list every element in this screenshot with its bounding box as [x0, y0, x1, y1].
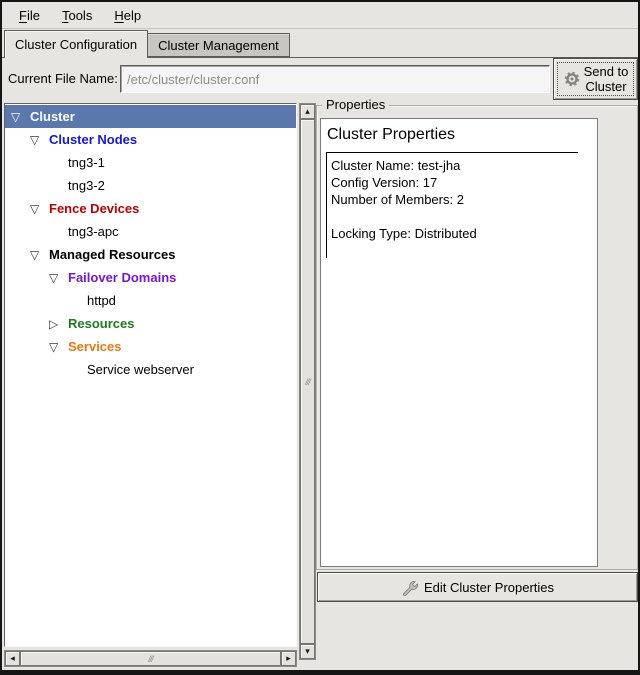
tree-item-services[interactable] [5, 335, 296, 358]
property-cluster-name: Cluster Name: test-jha [331, 158, 461, 173]
tree-item-httpd[interactable] [5, 289, 296, 312]
horizontal-scroll-thumb[interactable] [20, 651, 281, 666]
tree-item-fence-devices[interactable] [5, 197, 296, 220]
tree-item-managed-resources[interactable] [5, 243, 296, 266]
current-file-name-label: Current File Name: [8, 71, 118, 86]
gear-icon [563, 70, 581, 88]
tree-item-resources[interactable] [5, 312, 296, 335]
wrench-icon [401, 579, 418, 596]
tree-item-failover-domains[interactable] [5, 266, 296, 289]
menubar [2, 2, 638, 29]
tree-item-label: Services [68, 339, 122, 354]
menu-file-label: ile [26, 7, 40, 23]
tree-horizontal-scrollbar[interactable] [4, 650, 297, 667]
expander-open-icon[interactable]: ▽ [49, 270, 59, 285]
properties-title: Cluster Properties [327, 126, 456, 143]
tree-item-tng3-2[interactable] [5, 174, 296, 197]
menu-tools-mnemonic: T [61, 7, 69, 23]
properties-view [320, 118, 598, 567]
tree-item-label: Managed Resources [49, 247, 176, 262]
scroll-down-icon[interactable]: ▾ [300, 644, 315, 659]
thumb-grip: /// [305, 376, 310, 387]
property-locking-type: Locking Type: Distributed [331, 226, 477, 241]
tree-item-label: Fence Devices [49, 201, 140, 216]
scroll-right-icon[interactable]: ▸ [281, 651, 296, 666]
menu-help[interactable] [103, 4, 152, 27]
menu-help-label: elp [123, 7, 142, 23]
tree-item-label: httpd [87, 293, 116, 308]
expander-open-icon[interactable]: ▽ [11, 109, 21, 124]
properties-frame-label: Properties [322, 97, 389, 112]
cluster-tree-pane [4, 103, 316, 665]
property-blank-line [331, 208, 578, 225]
edit-cluster-properties-button[interactable] [317, 572, 638, 602]
current-file-name-input[interactable] [120, 65, 550, 93]
tree [4, 103, 297, 647]
expander-closed-icon[interactable]: ▷ [49, 316, 59, 331]
scroll-left-icon[interactable]: ◂ [5, 651, 20, 666]
properties-frame [316, 97, 638, 570]
tree-item-label: tng3-1 [68, 155, 105, 170]
tree-item-label: tng3-2 [68, 178, 105, 193]
menu-help-mnemonic: H [114, 7, 124, 23]
tree-vertical-scrollbar[interactable] [299, 103, 316, 660]
tree-item-label: Service webserver [87, 362, 194, 377]
tree-item-label: Resources [68, 316, 135, 331]
scroll-up-icon[interactable]: ▴ [300, 104, 315, 119]
edit-cluster-properties-label: Edit Cluster Properties [423, 579, 555, 595]
vertical-scroll-thumb[interactable] [300, 119, 315, 644]
tab-cluster-management[interactable]: Cluster Management [148, 33, 290, 57]
tree-item-tng3-1[interactable] [5, 151, 296, 174]
tree-item-service-webserver[interactable] [5, 358, 296, 381]
send-to-cluster-label: Send to Cluster [583, 64, 629, 94]
thumb-grip: /// [148, 653, 153, 664]
tree-item-label: tng3-apc [68, 224, 119, 239]
menu-file[interactable] [8, 4, 51, 27]
tab-cluster-configuration[interactable]: Cluster Configuration [4, 30, 148, 58]
tree-item-label: Cluster Nodes [49, 132, 138, 147]
menu-file-mnemonic: F [19, 7, 27, 23]
expander-open-icon[interactable]: ▽ [49, 339, 59, 354]
expander-open-icon[interactable]: ▽ [30, 132, 40, 147]
menu-tools[interactable] [51, 4, 103, 27]
tree-item-cluster[interactable] [5, 105, 296, 128]
tree-item-label: Cluster [30, 109, 75, 124]
tree-item-tng3-apc[interactable] [5, 220, 296, 243]
property-number-of-members: Number of Members: 2 [331, 192, 464, 207]
tree-item-label: Failover Domains [68, 270, 177, 285]
send-to-cluster-button[interactable] [553, 58, 638, 100]
properties-body [326, 152, 578, 258]
expander-open-icon[interactable]: ▽ [30, 247, 40, 262]
tree-item-cluster-nodes[interactable] [5, 128, 296, 151]
expander-open-icon[interactable]: ▽ [30, 201, 40, 216]
tab-bar [4, 30, 290, 58]
property-config-version: Config Version: 17 [331, 175, 438, 190]
menu-tools-label: ools [68, 7, 93, 23]
